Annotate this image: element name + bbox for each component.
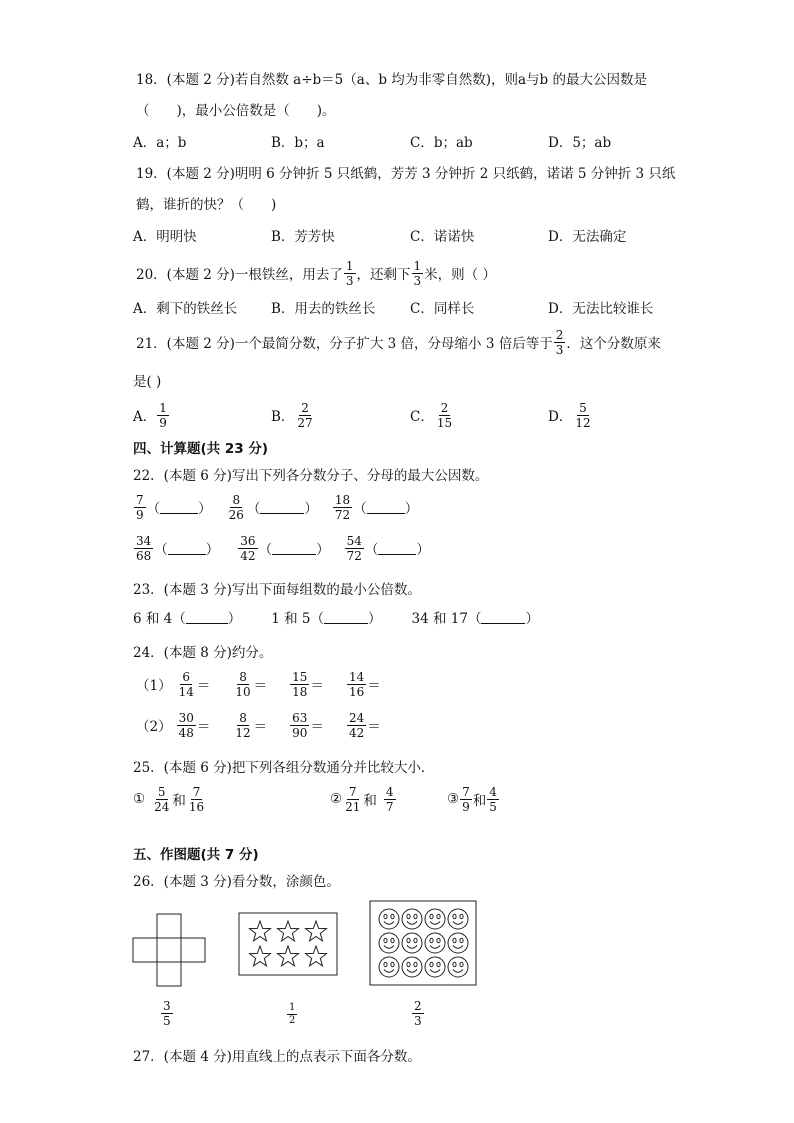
q21-fraction: $\frac{2}{3}$	[555, 327, 564, 357]
fraction: $\frac{14}{16}$	[348, 669, 365, 699]
fraction: $\frac{30}{48}$	[178, 710, 194, 740]
q21-line2: 是( )	[133, 374, 162, 390]
fraction: $\frac{7}{9}$	[462, 784, 470, 814]
fraction: $\frac{7}{9}$	[136, 492, 144, 522]
fraction: $\frac{4}{7}$	[385, 784, 394, 814]
answer-blank[interactable]	[260, 501, 304, 514]
stars-figure[interactable]	[238, 912, 338, 976]
q24-row1: （1） $\frac{6}{14}$ ＝ $\frac{8}{10}$ ＝ $\frac{15}{18}$ ＝ $\frac{14}{16}$ ＝	[136, 669, 381, 699]
q18-option-d[interactable]: D．5；ab	[548, 135, 612, 151]
q19-option-a[interactable]: A．明明快	[133, 229, 197, 245]
q20-option-a[interactable]: A．剩下的铁丝长	[133, 301, 238, 317]
q20-fraction-used: $\frac{1}{3}$	[345, 258, 354, 288]
q21-option-d[interactable]: D． $\frac{5}{12}$	[548, 400, 591, 430]
smiley-faces-figure[interactable]	[369, 900, 477, 986]
answer-blank[interactable]	[378, 542, 416, 555]
q21-option-c[interactable]: C． $\frac{2}{15}$	[410, 400, 453, 430]
section-title-drawing: 五、作图题(共 7 分)	[133, 847, 259, 863]
q21-stem	[136, 326, 661, 358]
q20-text-post: 米，则（ ）	[424, 267, 496, 283]
q19-line2: 鹤，谁折的快？（ )	[136, 197, 277, 213]
cross-shape-bottom[interactable]	[130, 912, 208, 990]
q18-line1: 18．(本题 2 分)若自然数 a÷b＝5（a、b 均为非零自然数)，则a与b 的最大公因数是	[136, 72, 647, 88]
answer-blank[interactable]	[481, 611, 525, 624]
q22-row2: $\frac{34}{68}$ （ ） $\frac{36}{42}$ （ ） $\frac{54}{72}$ （ ）	[136, 533, 430, 563]
q25-item-3: ③ $\frac{7}{9}$ 和 $\frac{4}{5}$	[447, 784, 497, 814]
fraction: $\frac{54}{72}$	[346, 533, 362, 563]
answer-blank[interactable]	[160, 501, 198, 514]
q26-text: 26．(本题 3 分)看分数，涂颜色。	[133, 874, 340, 890]
q22-text: 22．(本题 6 分)写出下列各分数分子、分母的最大公因数。	[133, 468, 489, 484]
q20-option-c[interactable]: C．同样长	[410, 301, 475, 317]
q20-text-pre: 20．(本题 2 分)一根铁丝，用去了	[136, 267, 343, 283]
fraction: $\frac{7}{21}$	[345, 784, 361, 814]
fraction: $\frac{8}{10}$	[235, 669, 251, 699]
fraction: $\frac{24}{42}$	[348, 710, 365, 740]
q25-item-1: ① $\frac{5}{24}$ 和 $\frac{7}{16}$	[133, 784, 205, 814]
fraction: $\frac{18}{72}$	[334, 492, 351, 522]
fraction: $\frac{8}{26}$	[228, 492, 244, 522]
fraction: $\frac{6}{14}$	[178, 669, 194, 699]
q24-text: 24．(本题 8 分)约分。	[133, 645, 273, 661]
q20-option-b[interactable]: B．用去的铁丝长	[271, 301, 376, 317]
q23-text: 23．(本题 3 分)写出下面每组数的最小公倍数。	[133, 582, 421, 598]
q23-items: 6 和 4 （ ） 1 和 5 （ ） 34 和 17 （ ）	[133, 611, 539, 627]
q24-row2: （2） $\frac{30}{48}$ ＝ $\frac{8}{12}$ ＝ $\frac{63}{90}$ ＝ $\frac{24}{42}$ ＝	[136, 710, 381, 740]
fraction: $\frac{4}{5}$	[489, 784, 497, 814]
q19-option-b[interactable]: B．芳芳快	[271, 229, 335, 245]
answer-blank[interactable]	[324, 611, 368, 624]
fraction: $\frac{7}{16}$	[188, 784, 205, 814]
q27-text: 27．(本题 4 分)用直线上的点表示下面各分数。	[133, 1049, 421, 1065]
answer-blank[interactable]	[186, 611, 228, 624]
fraction: $\frac{15}{18}$	[292, 669, 308, 699]
q20-text-mid: ，还剩下	[356, 267, 411, 283]
q26-fraction-1: $\frac{3}{5}$	[163, 999, 171, 1028]
q21-text-post: ．这个分数原来	[566, 336, 661, 352]
answer-blank[interactable]	[168, 542, 206, 555]
fraction: $\frac{5}{24}$	[154, 784, 170, 814]
answer-blank[interactable]	[272, 542, 316, 555]
q25-item-2: ② $\frac{7}{21}$ 和 $\frac{4}{7}$	[330, 784, 394, 814]
answer-blank[interactable]	[367, 501, 405, 514]
q25-text: 25．(本题 6 分)把下列各组分数通分并比较大小．	[133, 760, 435, 776]
q20-fraction-left: $\frac{1}{3}$	[413, 258, 422, 288]
q18-line2: （ )，最小公倍数是（ )。	[136, 103, 336, 119]
q20-stem	[136, 258, 496, 288]
fraction: $\frac{34}{68}$	[136, 533, 152, 563]
q18-option-c[interactable]: C．b；ab	[410, 135, 473, 151]
q22-row1: $\frac{7}{9}$ （ ） $\frac{8}{26}$ （ ） $\frac{18}{72}$ （ ）	[136, 492, 419, 522]
q19-option-d[interactable]: D．无法确定	[548, 229, 627, 245]
section-title-calculation: 四、计算题(共 23 分)	[133, 441, 269, 457]
q26-fraction-3: $\frac{2}{3}$	[414, 999, 422, 1028]
q19-option-c[interactable]: C．诺诺快	[410, 229, 475, 245]
q26-fraction-2: $\frac{1}{2}$	[289, 1002, 296, 1026]
q20-option-d[interactable]: D．无法比较谁长	[548, 301, 654, 317]
q21-option-b[interactable]: B． $\frac{2}{27}$	[271, 400, 313, 430]
q21-option-a[interactable]: A． $\frac{1}{9}$	[133, 400, 167, 430]
q18-option-a[interactable]: A．a；b	[133, 135, 187, 151]
q21-text-pre: 21．(本题 2 分)一个最简分数，分子扩大 3 倍，分母缩小 3 倍后等于	[136, 336, 553, 352]
q18-option-b[interactable]: B．b；a	[271, 135, 325, 151]
fraction: $\frac{36}{42}$	[240, 533, 256, 563]
fraction: $\frac{8}{12}$	[235, 710, 251, 740]
fraction: $\frac{63}{90}$	[292, 710, 308, 740]
q19-line1: 19．(本题 2 分)明明 6 分钟折 5 只纸鹤，芳芳 3 分钟折 2 只纸鹤，诺诺 5 分钟折 3 只纸	[136, 166, 676, 182]
